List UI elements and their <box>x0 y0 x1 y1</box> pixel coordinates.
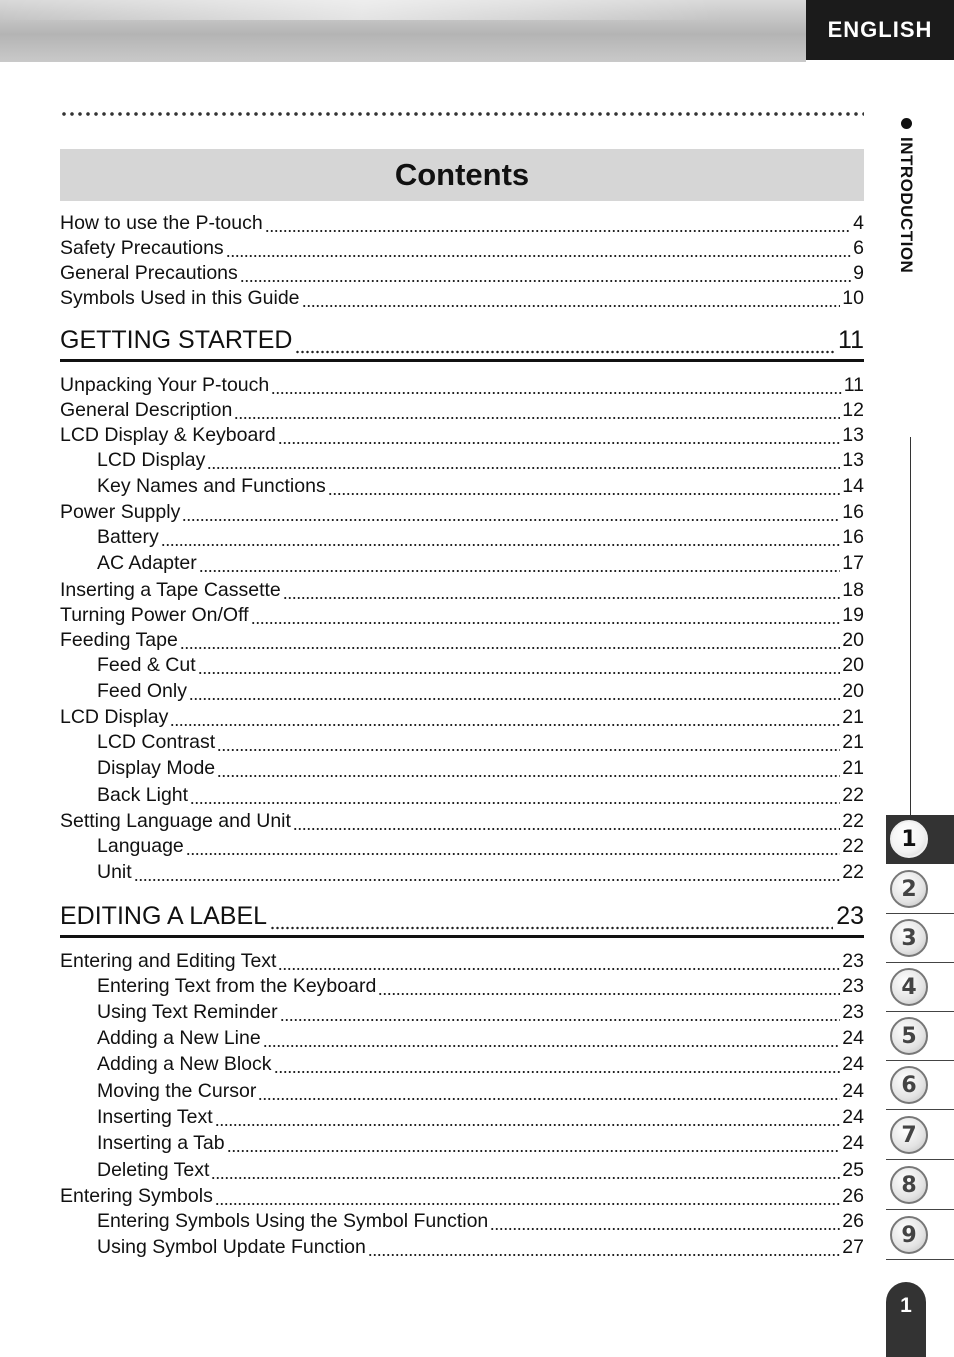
toc-entry-label: Language <box>97 835 184 857</box>
toc-entry[interactable] <box>60 628 864 652</box>
toc-entry-page: 22 <box>842 784 864 806</box>
toc-entry-page: 20 <box>842 680 864 702</box>
chapter-number: 6 <box>890 1066 928 1104</box>
toc-entry-label: Adding a New Block <box>97 1053 272 1075</box>
toc-entry[interactable] <box>60 500 864 524</box>
toc-entry-label: Power Supply <box>60 501 181 523</box>
dot-leader <box>283 578 841 602</box>
toc-section-heading[interactable] <box>60 902 864 938</box>
toc-entry[interactable] <box>60 578 864 602</box>
toc-entry-page: 22 <box>842 861 864 883</box>
toc-entry-page: 16 <box>842 501 864 523</box>
dot-leader <box>251 603 841 627</box>
dot-leader <box>278 949 840 973</box>
toc-entry-page: 4 <box>853 212 864 234</box>
toc-section-heading[interactable] <box>60 326 864 362</box>
toc-entry-page: 24 <box>842 1106 864 1128</box>
toc-subentry[interactable] <box>97 679 864 703</box>
dot-leader <box>271 373 842 397</box>
toc-entry-label: Unit <box>97 861 132 883</box>
toc-entry-label: Display Mode <box>97 757 216 779</box>
toc-entry-page: 24 <box>842 1080 864 1102</box>
toc-entry-label: Feed Only <box>97 680 187 702</box>
toc-subentry[interactable] <box>97 783 864 807</box>
toc-entry-page: 22 <box>842 835 864 857</box>
toc-entry-label: Entering Symbols <box>60 1185 213 1207</box>
dot-leader <box>207 448 840 472</box>
toc-entry-label: Safety Precautions <box>60 237 224 259</box>
chapter-number: 8 <box>890 1166 928 1204</box>
side-rule <box>910 437 911 815</box>
dot-leader <box>295 331 835 355</box>
dot-leader <box>161 525 841 549</box>
page-number-tab <box>886 1282 926 1357</box>
section-label-text: INTRODUCTION <box>897 137 916 274</box>
dot-leader <box>217 730 840 754</box>
dot-leader <box>134 860 841 884</box>
toc-entry-page: 17 <box>842 552 864 574</box>
contents-title-bar <box>60 149 864 201</box>
dot-leader <box>180 628 840 652</box>
dot-leader <box>293 809 840 833</box>
toc-entry-label: LCD Display <box>60 706 169 728</box>
toc-entry[interactable] <box>60 1184 864 1208</box>
toc-entry[interactable] <box>60 211 864 235</box>
section-title: EDITING A LABEL <box>60 902 268 930</box>
toc-entry-page: 23 <box>842 1001 864 1023</box>
toc-entry-label: Unpacking Your P-touch <box>60 374 270 396</box>
toc-entry-label: Entering and Editing Text <box>60 950 277 972</box>
toc-entry-page: 26 <box>842 1185 864 1207</box>
dot-leader <box>234 398 840 422</box>
dot-leader <box>215 1105 841 1129</box>
toc-entry[interactable] <box>60 236 864 260</box>
toc-entry-label: Turning Power On/Off <box>60 604 249 626</box>
toc-entry-page: 25 <box>842 1159 864 1181</box>
toc-entry-label: LCD Display <box>97 449 206 471</box>
header-banner <box>0 0 806 62</box>
chapter-tab-7[interactable] <box>886 1111 954 1160</box>
toc-entry-page: 23 <box>842 975 864 997</box>
chapter-number: 3 <box>890 919 928 957</box>
dot-leader <box>328 474 841 498</box>
toc-subentry[interactable] <box>97 860 864 884</box>
section-page: 23 <box>836 902 864 930</box>
dot-leader <box>263 1026 841 1050</box>
toc-subentry[interactable] <box>97 1000 864 1024</box>
chapter-tab-1[interactable] <box>886 815 954 864</box>
chapter-number: 9 <box>890 1216 928 1254</box>
toc-entry-page: 16 <box>842 526 864 548</box>
toc-entry-page: 22 <box>842 810 864 832</box>
toc-entry-page: 13 <box>842 424 864 446</box>
chapter-tab-6[interactable] <box>886 1061 954 1110</box>
chapter-number: 2 <box>890 870 928 908</box>
dot-leader <box>265 211 851 235</box>
dot-leader <box>182 500 840 524</box>
chapter-tab-2[interactable] <box>886 865 954 914</box>
toc-entry[interactable] <box>60 398 864 422</box>
chapter-number: 7 <box>890 1116 928 1154</box>
toc-entry-label: LCD Contrast <box>97 731 216 753</box>
dot-leader <box>211 1158 840 1182</box>
toc-entry-label: Key Names and Functions <box>97 475 326 497</box>
dot-leader <box>170 705 840 729</box>
toc-entry-page: 21 <box>842 706 864 728</box>
toc-entry-label: Symbols Used in this Guide <box>60 287 300 309</box>
dot-leader <box>280 1000 841 1024</box>
section-title: GETTING STARTED <box>60 326 293 354</box>
toc-entry-label: Feeding Tape <box>60 629 178 651</box>
toc-subentry[interactable] <box>97 1079 864 1103</box>
toc-entry-label: General Description <box>60 399 233 421</box>
toc-entry-label: Feed & Cut <box>97 654 196 676</box>
toc-entry[interactable] <box>60 949 864 973</box>
toc-subentry[interactable] <box>97 474 864 498</box>
toc-entry-label: Using Symbol Update Function <box>97 1236 366 1258</box>
chapter-number: 4 <box>890 968 928 1006</box>
toc-entry-label: Back Light <box>97 784 189 806</box>
toc-entry-label: Entering Text from the Keyboard <box>97 975 377 997</box>
toc-subentry[interactable] <box>97 448 864 472</box>
toc-entry-page: 27 <box>842 1236 864 1258</box>
chapter-tab-4[interactable] <box>886 963 954 1012</box>
toc-entry-page: 26 <box>842 1210 864 1232</box>
toc-subentry[interactable] <box>97 834 864 858</box>
dotted-divider <box>60 111 864 117</box>
dot-leader <box>227 1131 841 1155</box>
toc-entry-label: Setting Language and Unit <box>60 810 291 832</box>
toc-entry-page: 21 <box>842 757 864 779</box>
dot-leader <box>199 551 841 575</box>
toc-subentry[interactable] <box>97 756 864 780</box>
dot-leader <box>278 423 841 447</box>
toc-subentry[interactable] <box>97 1105 864 1129</box>
toc-subentry[interactable] <box>97 1131 864 1155</box>
toc-entry[interactable] <box>60 286 864 310</box>
dot-leader <box>274 1052 841 1076</box>
toc-entry-page: 14 <box>842 475 864 497</box>
toc-subentry[interactable] <box>97 551 864 575</box>
toc-entry-page: 9 <box>853 262 864 284</box>
toc-entry-label: How to use the P-touch <box>60 212 263 234</box>
toc-entry-label: Inserting a Tab <box>97 1132 225 1154</box>
chapter-tab-9[interactable] <box>886 1211 954 1260</box>
toc-entry-page: 20 <box>842 654 864 676</box>
dot-leader <box>270 907 833 931</box>
toc-subentry[interactable] <box>97 974 864 998</box>
toc-subentry[interactable] <box>97 1158 864 1182</box>
toc-entry-label: Battery <box>97 526 159 548</box>
toc-entry-page: 21 <box>842 731 864 753</box>
toc-entry[interactable] <box>60 423 864 447</box>
toc-entry-page: 20 <box>842 629 864 651</box>
dot-leader <box>258 1079 840 1103</box>
toc-subentry[interactable] <box>97 1052 864 1076</box>
toc-entry-page: 10 <box>842 287 864 309</box>
dot-leader <box>186 834 841 858</box>
dot-leader <box>378 974 840 998</box>
page-title: Contents <box>394 157 530 192</box>
toc-subentry[interactable] <box>97 525 864 549</box>
dot-leader <box>368 1235 840 1259</box>
toc-subentry[interactable] <box>97 653 864 677</box>
toc-entry[interactable] <box>60 705 864 729</box>
toc-entry-label: Moving the Cursor <box>97 1080 257 1102</box>
toc-entry-page: 24 <box>842 1027 864 1049</box>
toc-entry-label: LCD Display & Keyboard <box>60 424 276 446</box>
toc-entry-label: Deleting Text <box>97 1159 210 1181</box>
toc-entry-page: 6 <box>853 237 864 259</box>
toc-entry[interactable] <box>60 603 864 627</box>
toc-entry-label: General Precautions <box>60 262 238 284</box>
dot-leader <box>198 653 841 677</box>
toc-entry-label: Adding a New Line <box>97 1027 261 1049</box>
dot-leader <box>189 679 840 703</box>
chapter-number: 1 <box>890 820 928 858</box>
toc-subentry[interactable] <box>97 1209 864 1233</box>
section-page: 11 <box>838 326 864 354</box>
toc-entry-label: Inserting Text <box>97 1106 213 1128</box>
page-number: 1 <box>900 1294 912 1317</box>
chapter-number: 5 <box>890 1017 928 1055</box>
toc-entry-page: 24 <box>842 1132 864 1154</box>
toc-entry-label: Inserting a Tape Cassette <box>60 579 281 601</box>
toc-entry-label: Using Text Reminder <box>97 1001 278 1023</box>
dot-leader <box>217 756 840 780</box>
chapter-tab-3[interactable] <box>886 914 954 963</box>
dot-leader <box>190 783 840 807</box>
toc-entry-page: 24 <box>842 1053 864 1075</box>
toc-entry-label: Entering Symbols Using the Symbol Function <box>97 1210 489 1232</box>
chapter-tab-5[interactable] <box>886 1012 954 1061</box>
language-tab: ENGLISH <box>806 0 954 60</box>
toc-entry-page: 11 <box>843 374 864 396</box>
dot-leader <box>226 236 851 260</box>
dot-leader <box>240 261 851 285</box>
dot-leader <box>490 1209 840 1233</box>
toc-subentry[interactable] <box>97 1235 864 1259</box>
toc-entry[interactable] <box>60 373 864 397</box>
section-label <box>893 118 919 298</box>
toc-entry-page: 13 <box>842 449 864 471</box>
toc-entry-page: 18 <box>842 579 864 601</box>
toc-entry-label: AC Adapter <box>97 552 197 574</box>
dot-leader <box>215 1184 840 1208</box>
bullet-icon <box>901 118 912 129</box>
toc-entry[interactable] <box>60 809 864 833</box>
toc-subentry[interactable] <box>97 730 864 754</box>
dot-leader <box>302 286 841 310</box>
toc-entry[interactable] <box>60 261 864 285</box>
toc-entry-page: 12 <box>842 399 864 421</box>
chapter-tab-8[interactable] <box>886 1161 954 1210</box>
toc-subentry[interactable] <box>97 1026 864 1050</box>
toc-entry-page: 23 <box>842 950 864 972</box>
toc-entry-page: 19 <box>842 604 864 626</box>
